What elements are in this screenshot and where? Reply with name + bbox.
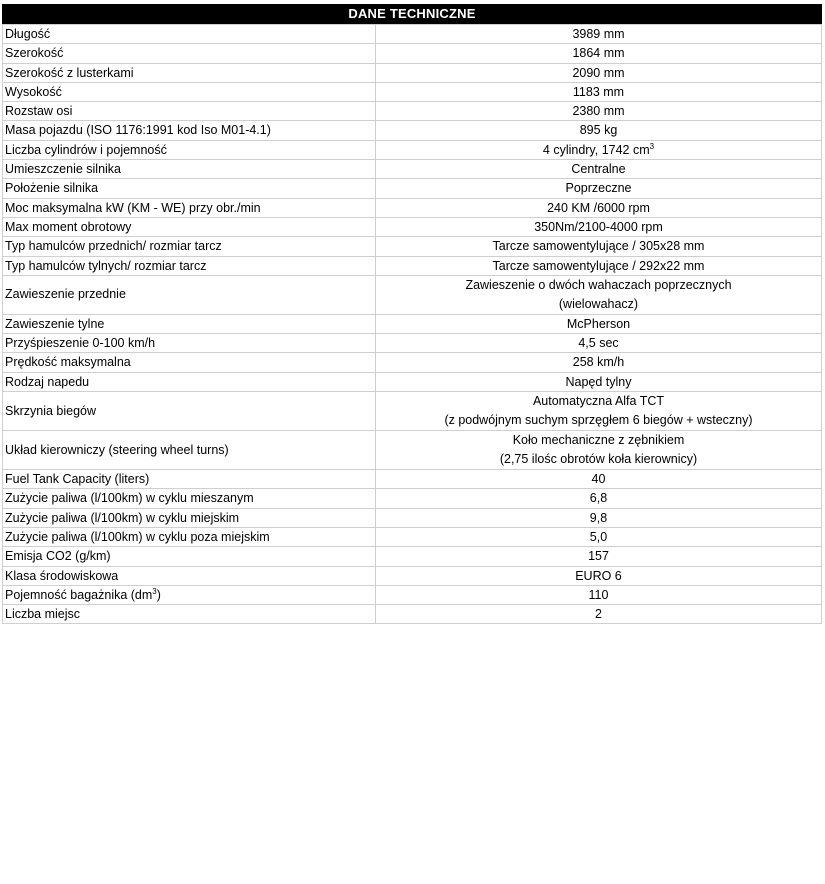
spec-value [376,547,822,566]
spec-value [376,334,822,353]
spec-label-text: Szerokość z lusterkami [5,65,134,80]
spec-value-text: Tarcze samowentylujące / 292x22 mm [492,258,705,273]
spec-value [376,372,822,391]
spec-value-text: 40 [591,472,606,487]
spec-label-text: Zużycie paliwa (l/100km) w cyklu poza miejskim [5,529,270,544]
spec-sheet [2,4,822,624]
spec-value-text: 1864 mm [572,46,625,61]
spec-label [3,353,376,372]
spec-row [3,237,822,256]
spec-value-text: Zawieszenie o dwóch wahaczach poprzecznych [465,277,732,292]
spec-row [3,179,822,198]
spec-value-text: 240 KM /6000 rpm [547,200,650,215]
spec-value-text: 2380 mm [572,104,625,119]
spec-table [2,24,822,624]
spec-value-text: 110 [588,587,609,602]
spec-label-text: Wysokość [5,84,62,99]
spec-label [3,237,376,256]
spec-row [3,314,822,333]
spec-label [3,527,376,546]
spec-value-text: 9,8 [589,510,608,525]
spec-label-text: Pojemność bagażnika (dm [5,587,153,602]
spec-label-text: Masa pojazdu (ISO 1176:1991 kod Iso M01-4.1) [5,123,271,138]
spec-value [376,508,822,527]
spec-value-text: Centralne [571,162,626,177]
spec-value [376,160,822,179]
spec-label-superscript: 3 [152,586,157,596]
spec-value-line2: (z podwójnym suchym sprzęgłem 6 biegów + wsteczny) [444,413,753,428]
spec-label [3,605,376,624]
spec-value-text: 4,5 sec [578,336,619,351]
spec-label-text: Max moment obrotowy [5,219,132,234]
spec-value-text: 3989 mm [572,27,625,41]
spec-label-text: Rodzaj napedu [5,374,90,389]
spec-value [376,25,822,44]
spec-value-text: 6,8 [589,491,608,506]
spec-label [3,431,376,470]
spec-value-text: 895 kg [579,123,618,138]
spec-label [3,256,376,275]
spec-label-text: Klasa środowiskowa [5,568,119,583]
spec-row [3,566,822,585]
spec-row [3,392,822,431]
spec-label-text: Moc maksymalna kW (KM - WE) przy obr./min [5,200,261,215]
spec-value [376,489,822,508]
spec-row [3,160,822,179]
spec-label-text: Układ kierowniczy (steering wheel turns) [5,442,229,457]
spec-label [3,63,376,82]
spec-row [3,217,822,236]
spec-value [376,605,822,624]
spec-row [3,585,822,604]
spec-value-text: Napęd tylny [565,374,632,389]
spec-value [376,527,822,546]
spec-label-text: Typ hamulców przednich/ rozmiar tarcz [5,239,222,254]
spec-label-text: Rozstaw osi [5,104,73,119]
spec-row [3,470,822,489]
spec-value-text: Poprzeczne [565,181,632,196]
spec-value-text: 1183 mm [572,84,625,99]
spec-row [3,63,822,82]
spec-value [376,82,822,101]
spec-value [376,102,822,121]
spec-value [376,121,822,140]
spec-row [3,431,822,470]
spec-label-text: Skrzynia biegów [5,403,97,418]
sheet-title: DANE TECHNICZNE [2,4,822,24]
spec-value-text: 157 [588,549,609,564]
spec-value [376,256,822,275]
spec-label [3,140,376,159]
spec-label [3,334,376,353]
spec-value [376,566,822,585]
spec-value [376,140,822,159]
spec-label-text: Szerokość [5,46,64,61]
spec-value [376,217,822,236]
spec-value-text: Koło mechaniczne z zębnikiem [512,433,685,448]
spec-label-text: Przyśpieszenie 0-100 km/h [5,336,156,351]
spec-label [3,217,376,236]
spec-value [376,314,822,333]
spec-label-text: Zawieszenie przednie [5,287,126,302]
spec-label-text: Zużycie paliwa (l/100km) w cyklu miejskim [5,510,240,525]
spec-row [3,508,822,527]
spec-value [376,63,822,82]
spec-label [3,275,376,314]
spec-label [3,160,376,179]
spec-row [3,605,822,624]
spec-row [3,275,822,314]
spec-row [3,198,822,217]
spec-value [376,179,822,198]
spec-value-text: 258 km/h [572,355,625,370]
spec-value-text: 4 cylindry, 1742 cm [542,142,650,157]
spec-label [3,102,376,121]
spec-label [3,314,376,333]
spec-row [3,372,822,391]
spec-value-text: Tarcze samowentylujące / 305x28 mm [492,239,705,254]
spec-label-text: Emisja CO2 (g/km) [5,549,111,564]
spec-value-text: EURO 6 [575,568,622,583]
spec-row [3,44,822,63]
spec-row [3,121,822,140]
spec-label [3,508,376,527]
spec-value-superscript: 3 [649,141,655,151]
spec-row [3,334,822,353]
spec-value-text: Automatyczna Alfa TCT [532,394,665,409]
spec-value-text: 5,0 [589,529,608,544]
spec-value [376,44,822,63]
spec-row [3,489,822,508]
spec-value [376,470,822,489]
spec-label [3,82,376,101]
spec-value-line2: (wielowahacz) [558,296,639,311]
spec-label [3,566,376,585]
spec-row [3,353,822,372]
spec-value [376,392,822,431]
spec-value-text: McPherson [566,316,631,331]
spec-label [3,179,376,198]
spec-label [3,198,376,217]
spec-value [376,237,822,256]
spec-label [3,489,376,508]
spec-label-text: Długość [5,27,51,41]
spec-label-text: Fuel Tank Capacity (liters) [5,472,150,487]
spec-label [3,585,376,604]
spec-row [3,527,822,546]
spec-label-text: Prędkość maksymalna [5,355,131,370]
spec-value-line2: (2,75 ilośc obrotów koła kierownicy) [499,452,698,467]
spec-row [3,256,822,275]
spec-label [3,547,376,566]
spec-value-text: 350Nm/2100-4000 rpm [534,219,663,234]
spec-row [3,82,822,101]
spec-row [3,102,822,121]
spec-label [3,372,376,391]
spec-label [3,121,376,140]
spec-label [3,25,376,44]
spec-value-text: 2 [595,607,602,622]
spec-row [3,25,822,44]
spec-value [376,431,822,470]
spec-row [3,547,822,566]
spec-label [3,470,376,489]
spec-row [3,140,822,159]
spec-label-text: Typ hamulców tylnych/ rozmiar tarcz [5,258,207,273]
spec-label-text: Zużycie paliwa (l/100km) w cyklu mieszanym [5,491,254,506]
spec-label-text: Liczba miejsc [5,607,81,622]
spec-value [376,353,822,372]
spec-label-text: Liczba cylindrów i pojemność [5,142,167,157]
spec-value [376,275,822,314]
spec-value [376,585,822,604]
spec-label-text: Położenie silnika [5,181,99,196]
spec-value-text: 2090 mm [572,65,625,80]
spec-label [3,392,376,431]
spec-label [3,44,376,63]
spec-label-suffix: ) [156,587,161,602]
spec-label-text: Umieszczenie silnika [5,162,122,177]
spec-label-text: Zawieszenie tylne [5,316,105,331]
spec-value [376,198,822,217]
spec-table-body [3,25,822,624]
